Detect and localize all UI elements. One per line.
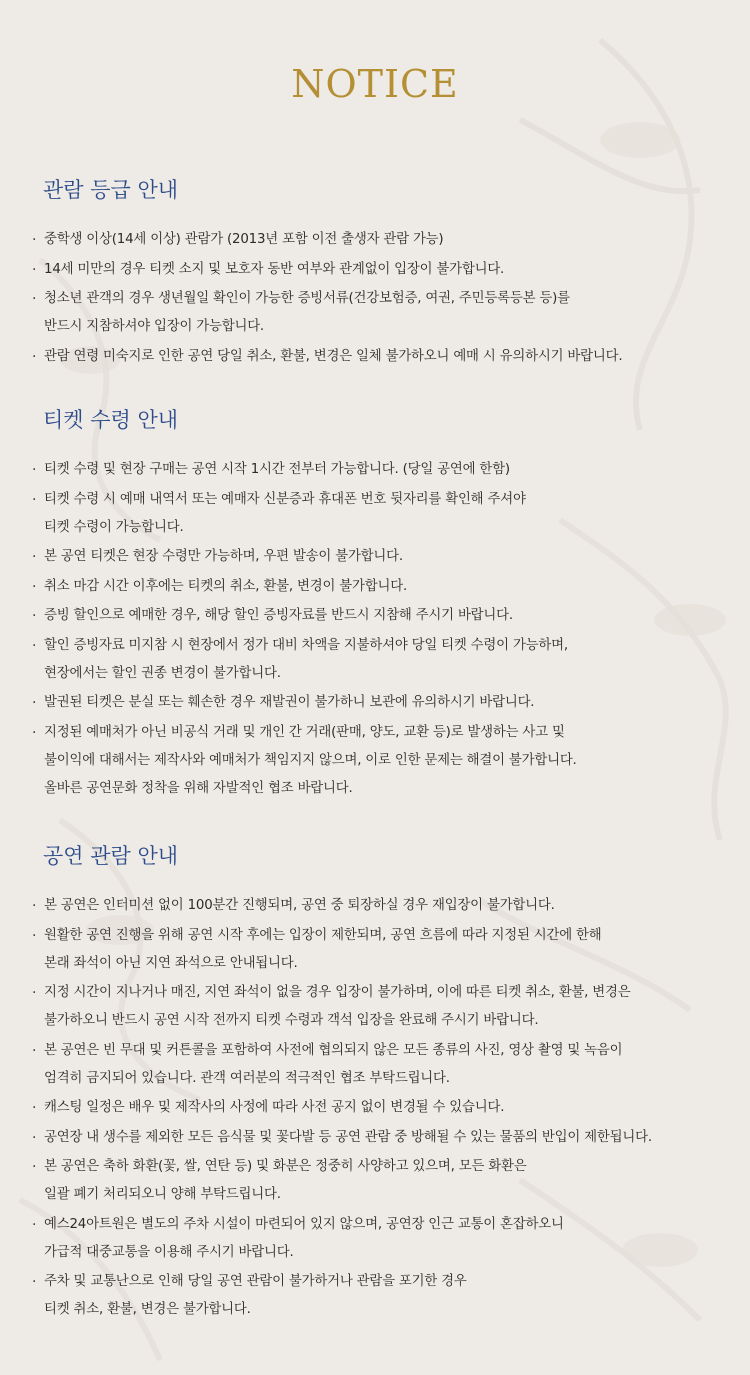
bullet-icon: ·: [32, 927, 37, 944]
list-item-text: 엄격히 금지되어 있습니다. 관객 여러분의 적극적인 협조 부탁드립니다.: [44, 1070, 450, 1086]
list-item-text: 불이익에 대해서는 제작사와 예매처가 책임지지 않으며, 이로 인한 문제는 해결이 불가합니다.: [44, 752, 577, 768]
bullet-icon: ·: [32, 1159, 37, 1175]
list-item-text: 중학생 이상(14세 이상) 관람가 (2013년 포함 이전 출생자 관람 가능): [44, 232, 444, 247]
list-item-text: 지정된 예매처가 아닌 비공식 거래 및 개인 간 거래(판매, 양도, 교환 등)로 발생하는 사고 및: [44, 724, 565, 740]
bullet-icon: ·: [32, 348, 37, 365]
list-item-text: 티켓 취소, 환불, 변경은 불가합니다.: [44, 1302, 251, 1317]
bullet-icon: ·: [32, 608, 37, 624]
list-item-text: 일괄 폐기 처리되오니 양해 부탁드립니다.: [44, 1187, 281, 1202]
bullet-icon: ·: [32, 1274, 37, 1290]
list-item-text: 본 공연은 인터미션 없이 100분간 진행되며, 공연 중 퇴장하실 경우 재입장이 불가합니다.: [44, 898, 555, 913]
list-item-text: 원활한 공연 진행을 위해 공연 시작 후에는 입장이 제한되며, 공연 흐름에 따라 지정된 시간에 한해: [44, 927, 602, 943]
list-item-text: 공연장 내 생수를 제외한 모든 음식물 및 꽃다발 등 공연 관람 중 방해될 수 있는 물품의 반입이 제한됩니다.: [44, 1129, 652, 1145]
bullet-icon: ·: [32, 232, 37, 248]
bullet-icon: ·: [32, 291, 37, 307]
bullet-icon: ·: [32, 1042, 37, 1059]
bullet-icon: ·: [32, 695, 37, 711]
bullet-icon: ·: [32, 637, 37, 654]
bullet-icon: ·: [32, 462, 37, 478]
bullet-icon: ·: [32, 578, 37, 595]
list-item-text: 티켓 수령 및 현장 구매는 공연 시작 1시간 전부터 가능합니다. (당일 공연에 한함): [44, 462, 510, 477]
list-item-text: 티켓 수령 시 예매 내역서 또는 예매자 신분증과 휴대폰 번호 뒷자리를 확인해 주셔야: [44, 491, 526, 507]
list-item-text: 가급적 대중교통을 이용해 주시기 바랍니다.: [44, 1244, 294, 1260]
list-item-text: 티켓 수령이 가능합니다.: [44, 519, 184, 535]
section-heading: 공연 관람 안내: [43, 844, 179, 868]
list-item-text: 관람 연령 미숙지로 인한 공연 당일 취소, 환불, 변경은 일체 불가하오니 예매 시 유의하시기 바랍니다.: [44, 348, 623, 364]
list-item-text: 본 공연은 축하 화환(꽃, 쌀, 연탄 등) 및 화분은 정중히 사양하고 있으며, 모든 화환은: [44, 1159, 527, 1174]
list-item-text: 발권된 티켓은 분실 또는 훼손한 경우 재발권이 불가하니 보관에 유의하시기 바랍니다.: [44, 695, 535, 710]
bullet-icon: ·: [32, 985, 37, 1001]
section-heading: 티켓 수령 안내: [43, 408, 179, 432]
list-item-text: 본래 좌석이 아닌 지연 좌석으로 안내됩니다.: [44, 955, 298, 971]
bullet-icon: ·: [32, 898, 37, 914]
bullet-icon: ·: [32, 491, 37, 508]
list-item-text: 예스24아트원은 별도의 주차 시설이 마련되어 있지 않으며, 공연장 인근 교통이 혼잡하오니: [44, 1216, 564, 1232]
bullet-icon: ·: [32, 261, 37, 278]
list-item-text: 본 공연은 빈 무대 및 커튼콜을 포함하여 사전에 협의되지 않은 모든 종류의 사진, 영상 촬영 및 녹음이: [44, 1042, 623, 1058]
section-heading: 관람 등급 안내: [43, 178, 179, 202]
bullet-icon: ·: [32, 724, 37, 741]
bullet-icon: ·: [32, 1129, 37, 1146]
list-item-text: 캐스팅 일정은 배우 및 제작사의 사정에 따라 사전 공지 없이 변경될 수 있습니다.: [44, 1100, 505, 1115]
list-item-text: 지정 시간이 지나거나 매진, 지연 좌석이 없을 경우 입장이 불가하며, 이에 따른 티켓 취소, 환불, 변경은: [44, 985, 631, 1000]
page-title: NOTICE: [291, 62, 459, 106]
list-item-text: 청소년 관객의 경우 생년월일 확인이 가능한 증빙서류(건강보험증, 여권, 주민등록등본 등)를: [44, 291, 570, 306]
list-item-text: 할인 증빙자료 미지참 시 현장에서 정가 대비 차액을 지불하셔야 당일 티켓 수령이 가능하며,: [44, 637, 568, 653]
list-item-text: 취소 마감 시간 이후에는 티켓의 취소, 환불, 변경이 불가합니다.: [44, 578, 408, 594]
bullet-icon: ·: [32, 1100, 37, 1116]
list-item-text: 불가하오니 반드시 공연 시작 전까지 티켓 수령과 객석 입장을 완료해 주시기 바랍니다.: [44, 1013, 539, 1028]
list-item-text: 주차 및 교통난으로 인해 당일 공연 관람이 불가하거나 관람을 포기한 경우: [44, 1274, 467, 1289]
list-item-text: 반드시 지참하셔야 입장이 가능합니다.: [44, 319, 264, 334]
list-item-text: 증빙 할인으로 예매한 경우, 해당 할인 증빙자료를 반드시 지참해 주시기 바랍니다.: [44, 608, 513, 623]
bullet-icon: ·: [32, 549, 37, 565]
list-item-text: 현장에서는 할인 권종 변경이 불가합니다.: [44, 665, 281, 681]
list-item-text: 14세 미만의 경우 티켓 소지 및 보호자 동반 여부와 관계없이 입장이 불가합니다.: [44, 261, 505, 277]
list-item-text: 본 공연 티켓은 현장 수령만 가능하며, 우편 발송이 불가합니다.: [44, 549, 403, 564]
list-item-text: 올바른 공연문화 정착을 위해 자발적인 협조 바랍니다.: [44, 780, 353, 796]
bullet-icon: ·: [32, 1216, 37, 1233]
